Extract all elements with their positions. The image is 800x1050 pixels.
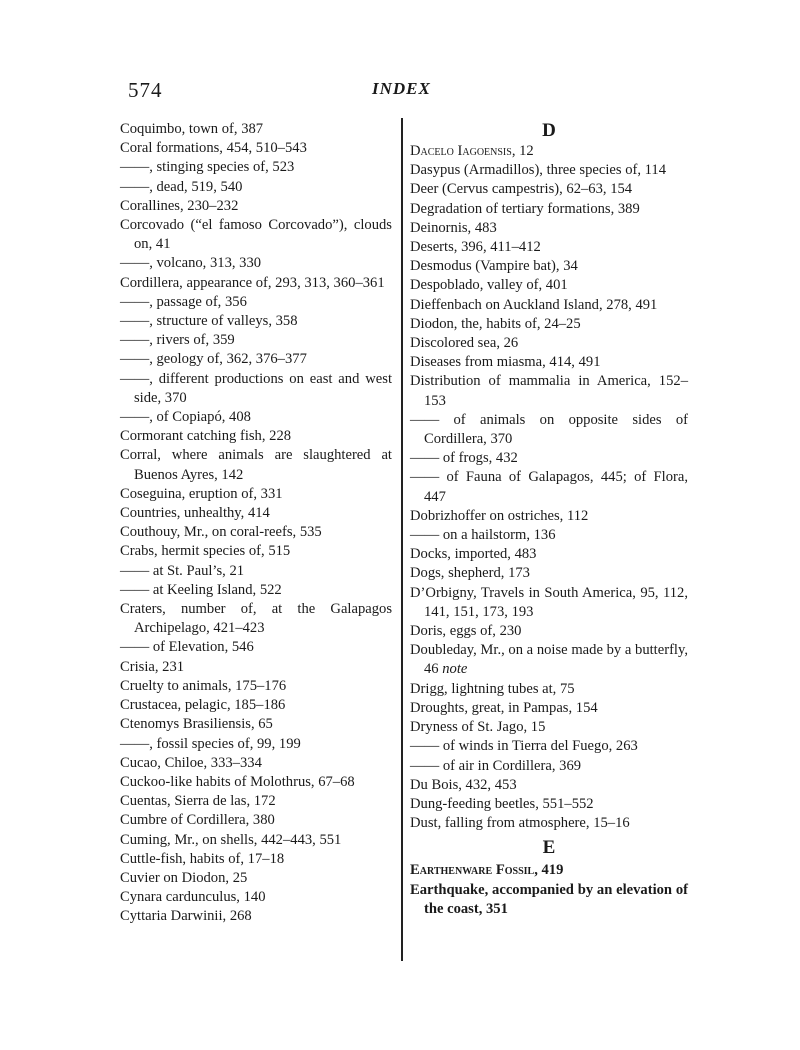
page-number: 574 bbox=[128, 78, 163, 102]
index-entry: Despoblado, valley of, 401 bbox=[410, 277, 568, 294]
index-entry: Diodon, the, habits of, 24–25 bbox=[410, 315, 581, 332]
index-entry: Du Bois, 432, 453 bbox=[410, 776, 517, 793]
index-entry: Cuentas, Sierra de las, 172 bbox=[120, 793, 276, 810]
index-entry: Dryness of St. Jago, 15 bbox=[410, 719, 546, 736]
index-entry: —— on a hailstorm, 136 bbox=[410, 527, 556, 544]
index-entry: Crustacea, pelagic, 185–186 bbox=[120, 697, 286, 714]
index-entry: Desmodus (Vampire bat), 34 bbox=[410, 258, 578, 275]
index-entry: Deserts, 396, 411–412 bbox=[410, 239, 541, 256]
index-entry: —— of frogs, 432 bbox=[410, 450, 518, 467]
index-entry: ——, volcano, 313, 330 bbox=[120, 255, 262, 272]
index-entry: Corallines, 230–232 bbox=[120, 197, 239, 214]
index-entry: ——, dead, 519, 540 bbox=[120, 178, 243, 195]
index-entry: Cuckoo-like habits of Molothrus, 67–68 bbox=[120, 773, 355, 790]
index-entry: —— at St. Paul’s, 21 bbox=[120, 562, 245, 579]
section-letter-e: E bbox=[542, 837, 556, 859]
index-entry: Cruelty to animals, 175–176 bbox=[120, 677, 287, 694]
index-entry: Coseguina, eruption of, 331 bbox=[120, 485, 283, 502]
left-column bbox=[120, 120, 392, 927]
index-entry: Couthouy, Mr., on coral-reefs, 535 bbox=[120, 524, 322, 541]
index-entry: Cuttle-fish, habits of, 17–18 bbox=[120, 850, 285, 867]
entry-text: Doubleday, Mr., on a noise made by a butterfly, 46 bbox=[410, 642, 688, 678]
index-entry: Crabs, hermit species of, 515 bbox=[120, 543, 291, 560]
index-entry: Degradation of tertiary formations, 389 bbox=[410, 200, 640, 217]
right-column bbox=[410, 120, 688, 919]
index-entry: Docks, imported, 483 bbox=[410, 546, 537, 563]
index-entry: Dogs, shepherd, 173 bbox=[410, 565, 530, 582]
index-entry: Crisia, 231 bbox=[120, 658, 185, 675]
index-entry: —— of animals on opposite sides of Cordillera, 370 bbox=[410, 411, 688, 448]
index-entry: Dacelo Iagoensis, 12 bbox=[410, 143, 534, 159]
index-entry: Cumbre of Cordillera, 380 bbox=[120, 812, 275, 829]
index-entry: ——, rivers of, 359 bbox=[120, 332, 235, 349]
index-entry: Deer (Cervus campestris), 62–63, 154 bbox=[410, 181, 633, 198]
index-entry: D’Orbigny, Travels in South America, 95, 112, 141, 151, 173, 193 bbox=[410, 584, 688, 620]
index-entry: Cucao, Chiloe, 333–334 bbox=[120, 754, 262, 771]
index-entry: Cordillera, appearance of, 293, 313, 360–361 bbox=[120, 274, 385, 291]
index-entry: Cuming, Mr., on shells, 442–443, 551 bbox=[120, 831, 342, 848]
index-entry: —— of air in Cordillera, 369 bbox=[410, 757, 582, 774]
index-entry: Cuvier on Diodon, 25 bbox=[120, 869, 248, 886]
index-entry: Coral formations, 454, 510–543 bbox=[120, 140, 307, 157]
index-entry: Discolored sea, 26 bbox=[410, 335, 519, 352]
index-entry: Earthquake, accompanied by an elevation of the coast, 351 bbox=[410, 881, 688, 917]
index-entry: Cynara cardunculus, 140 bbox=[120, 889, 266, 906]
note-word: note bbox=[442, 661, 468, 678]
index-entry: —— of Elevation, 546 bbox=[120, 639, 254, 656]
index-entry: Earthenware Fossil, 419 bbox=[410, 862, 564, 879]
index-entry: Ctenomys Brasiliensis, 65 bbox=[120, 716, 273, 733]
index-entry: Droughts, great, in Pampas, 154 bbox=[410, 699, 598, 716]
index-entry: Corcovado (“el famoso Corcovado”), clouds on, 41 bbox=[120, 217, 392, 253]
column-divider bbox=[401, 118, 403, 961]
index-entry: Dobrizhoffer on ostriches, 112 bbox=[410, 507, 589, 524]
index-entry: Dust, falling from atmosphere, 15–16 bbox=[410, 815, 630, 832]
index-entry: Doris, eggs of, 230 bbox=[410, 623, 522, 640]
index-entry: Cyttaria Darwinii, 268 bbox=[120, 908, 252, 925]
index-entry: ——, geology of, 362, 376–377 bbox=[120, 351, 307, 368]
index-entry: Dung-feeding beetles, 551–552 bbox=[410, 795, 594, 812]
index-entry: Cormorant catching fish, 228 bbox=[120, 428, 292, 445]
index-entry: Dasypus (Armadillos), three species of, 114 bbox=[410, 162, 667, 179]
index-entry: —— of winds in Tierra del Fuego, 263 bbox=[410, 738, 638, 755]
index-entry: ——, of Copiapó, 408 bbox=[120, 409, 251, 426]
index-entry bbox=[410, 641, 688, 679]
running-head: INDEX bbox=[372, 79, 431, 98]
index-entry: ——, different productions on east and west side, 370 bbox=[120, 370, 392, 406]
index-entry: Countries, unhealthy, 414 bbox=[120, 505, 270, 522]
index-entry: Craters, number of, at the Galapagos Archipelago, 421–423 bbox=[120, 601, 392, 637]
index-entry: Drigg, lightning tubes at, 75 bbox=[410, 680, 575, 697]
index-entry: Dieffenbach on Auckland Island, 278, 491 bbox=[410, 296, 658, 313]
index-entry: Coquimbo, town of, 387 bbox=[120, 121, 264, 137]
index-entry: ——, fossil species of, 99, 199 bbox=[120, 735, 301, 752]
index-entry: Diseases from miasma, 414, 491 bbox=[410, 354, 601, 371]
index-entry: Distribution of mammalia in America, 152–153 bbox=[410, 373, 688, 409]
section-letter-d: D bbox=[542, 120, 556, 141]
index-entry: Corral, where animals are slaughtered at Buenos Ayres, 142 bbox=[120, 447, 392, 483]
index-entry: ——, structure of valleys, 358 bbox=[120, 313, 298, 330]
index-entry: ——, stinging species of, 523 bbox=[120, 159, 295, 176]
index-entry: —— at Keeling Island, 522 bbox=[120, 581, 282, 598]
index-entry: —— of Fauna of Galapagos, 445; of Flora, 447 bbox=[410, 469, 688, 505]
index-entry: Deinornis, 483 bbox=[410, 219, 497, 236]
index-entry: ——, passage of, 356 bbox=[120, 293, 247, 310]
